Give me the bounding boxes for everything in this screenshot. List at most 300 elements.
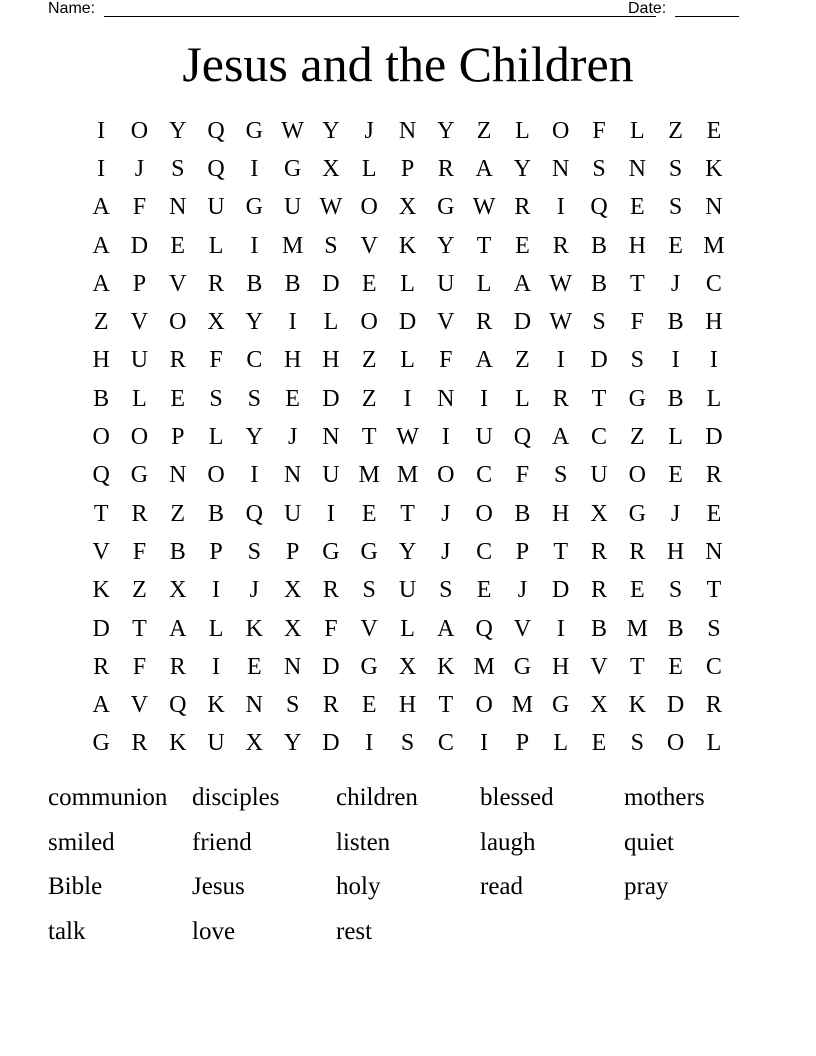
grid-letter: U [207,730,225,757]
grid-letter: X [283,615,302,642]
grid-letter: S [285,692,300,719]
grid-letter: A [475,347,493,374]
grid-letter: U [475,424,493,451]
grid-letter: L [706,385,722,412]
grid-letter: K [92,577,110,604]
grid-letter: N [322,424,340,451]
grid-letter: E [515,232,530,259]
grid-letter: B [208,500,225,527]
grid-letter: X [245,730,263,757]
grid-letter: A [92,194,110,221]
grid-letter: I [441,424,450,451]
grid-letter: H [322,347,340,374]
grid-letter: O [475,692,493,719]
word-list-item: Bible [48,873,103,901]
grid-letter: E [668,232,683,259]
grid-letter: G [552,692,570,719]
grid-letter: E [247,653,262,680]
grid-letter: D [666,692,685,719]
grid-letter: A [475,155,493,182]
grid-letter: L [208,232,224,259]
grid-letter: D [322,653,340,680]
grid-letter: L [400,270,415,297]
word-list-item: pray [624,873,669,901]
grid-letter: I [556,194,565,221]
grid-letter: F [324,615,338,642]
grid-letter: S [668,194,683,221]
grid-letter: U [322,462,340,489]
grid-letter: H [552,653,570,680]
grid-letter: G [322,538,340,565]
grid-letter: R [552,385,569,412]
grid-letter: L [208,424,224,451]
word-list-item: mothers [624,784,705,811]
grid-letter: S [400,730,415,757]
grid-letter: L [476,270,492,297]
grid-letter: T [476,232,492,259]
word-list-item: love [192,917,236,945]
grid-letter: D [322,270,340,297]
grid-letter: J [441,538,451,565]
grid-letter: O [666,730,685,757]
grid-letter: C [705,653,722,680]
grid-letter: L [208,615,224,642]
grid-letter: S [209,385,223,412]
grid-letter: S [630,347,644,374]
grid-letter: T [629,653,645,680]
grid-letter: N [169,194,187,221]
grid-letter: Q [245,500,263,527]
grid-letter: I [250,155,259,182]
grid-letter: R [131,500,148,527]
word-list-item: communion [48,784,168,811]
grid-letter: S [630,730,644,757]
word-list-item: quiet [624,828,674,856]
date-blank-line [675,0,739,17]
grid-letter: I [556,615,565,642]
grid-letter: R [169,347,186,374]
grid-letter: B [667,385,684,412]
grid-letter: R [629,538,646,565]
word-list-item: talk [48,917,86,945]
grid-letter: Y [322,117,340,144]
grid-letter: G [245,194,263,221]
grid-letter: X [283,577,302,604]
grid-letter: R [476,309,493,336]
grid-letter: G [360,538,378,565]
letter-grid [82,112,733,763]
grid-letter: F [439,347,453,374]
grid-letter: U [207,194,225,221]
word-list-item: smiled [48,828,115,856]
grid-letter: E [170,385,186,412]
grid-letter: J [670,500,681,527]
name-label: Name: [48,0,96,17]
grid-letter: V [590,653,608,680]
grid-letter: B [591,615,608,642]
grid-letter: O [92,424,110,451]
grid-letter: V [437,309,455,336]
grid-letter: Z [170,500,186,527]
grid-letter: Y [437,232,455,259]
grid-letter: I [365,730,374,757]
grid-letter: I [250,232,259,259]
grid-letter: K [628,692,646,719]
grid-letter: U [283,194,302,221]
grid-letter: Q [169,692,187,719]
grid-letter: C [705,270,722,297]
grid-letter: R [131,730,148,757]
grid-letter: N [283,653,302,680]
grid-letter: K [169,730,187,757]
grid-letter: I [480,385,489,412]
grid-letter: I [709,347,718,374]
grid-letter: S [247,538,262,565]
word-list-item: blessed [480,784,554,811]
grid-letter: V [130,309,149,336]
grid-letter: W [281,117,304,144]
grid-letter: X [322,155,340,182]
grid-letter: Z [361,385,377,412]
grid-letter: Z [93,309,109,336]
grid-letter: E [668,462,683,489]
grid-letter: O [207,462,225,489]
grid-letter: X [590,500,608,527]
grid-letter: G [130,462,149,489]
grid-letter: V [513,615,532,642]
grid-letter: Q [590,194,608,221]
grid-letter: K [245,615,263,642]
grid-letter: A [169,615,187,642]
grid-letter: Y [245,309,263,336]
grid-letter: P [209,538,223,565]
grid-letter: W [396,424,419,451]
grid-letter: M [358,462,380,489]
grid-letter: L [323,309,339,336]
grid-letter: L [668,424,683,451]
grid-letter: R [591,538,608,565]
grid-letter: H [283,347,302,374]
grid-letter: N [552,155,570,182]
grid-letter: D [552,577,570,604]
grid-letter: Z [515,347,530,374]
grid-letter: V [360,615,378,642]
grid-letter: B [591,232,608,259]
grid-letter: R [208,270,225,297]
grid-letter: E [361,692,377,719]
grid-letter: T [553,538,569,565]
grid-letter: R [93,653,110,680]
grid-letter: N [169,462,187,489]
grid-letter: R [437,155,454,182]
grid-letter: Q [475,615,493,642]
grid-letter: O [360,309,378,336]
grid-letter: G [628,500,646,527]
grid-letter: B [169,538,186,565]
grid-letter: O [552,117,570,144]
grid-letter: I [480,730,489,757]
word-list-item: disciples [192,784,280,811]
grid-letter: I [212,577,221,604]
grid-letter: I [556,347,565,374]
grid-letter: C [591,424,608,451]
grid-letter: M [511,692,534,719]
grid-letter: F [132,538,147,565]
grid-letter: N [398,117,417,144]
grid-letter: V [360,232,378,259]
grid-letter: M [703,232,725,259]
grid-letter: W [549,270,573,297]
grid-letter: R [169,653,186,680]
grid-letter: S [554,462,568,489]
grid-letter: M [473,653,495,680]
word-list-item: holy [336,873,381,901]
grid-letter: Y [169,117,187,144]
grid-letter: F [630,309,644,336]
grid-letter: F [209,347,223,374]
grid-letter: E [668,653,683,680]
grid-letter: W [549,309,573,336]
grid-letter: Y [513,155,532,182]
grid-letter: F [132,194,147,221]
grid-letter: F [132,653,147,680]
grid-letter: G [245,117,263,144]
grid-letter: E [591,730,607,757]
grid-letter: G [283,155,302,182]
grid-letter: E [629,577,645,604]
grid-letter: V [169,270,187,297]
grid-letter: Q [207,155,225,182]
grid-letter: F [515,462,530,489]
grid-letter: E [361,270,377,297]
grid-letter: X [398,653,417,680]
grid-letter: U [130,347,149,374]
word-list [48,778,768,956]
grid-letter: I [97,155,106,182]
grid-letter: D [322,730,340,757]
grid-letter: E [285,385,300,412]
grid-letter: X [169,577,187,604]
grid-letter: M [626,615,648,642]
grid-letter: R [705,692,722,719]
grid-letter: I [671,347,680,374]
grid-letter: B [667,309,684,336]
grid-letter: A [92,270,110,297]
grid-letter: A [92,232,110,259]
worksheet-header [48,0,748,20]
grid-letter: G [628,385,646,412]
grid-letter: P [132,270,147,297]
grid-letter: Z [132,577,147,604]
grid-letter: Y [437,117,455,144]
grid-letter: P [515,730,530,757]
grid-letter: R [705,462,722,489]
word-list-item: Jesus [192,873,245,901]
grid-letter: H [666,538,685,565]
grid-letter: T [438,692,454,719]
grid-letter: O [130,117,149,144]
grid-letter: D [705,424,723,451]
grid-letter: O [130,424,149,451]
grid-letter: X [398,194,417,221]
grid-letter: I [326,500,335,527]
grid-letter: Q [513,424,532,451]
grid-letter: L [515,117,530,144]
grid-letter: T [706,577,722,604]
grid-letter: L [706,730,722,757]
grid-letter: I [212,653,221,680]
grid-letter: N [437,385,455,412]
grid-letter: S [439,577,453,604]
grid-letter: H [628,232,646,259]
grid-letter: C [246,347,263,374]
grid-letter: K [207,692,225,719]
grid-letter: P [515,538,530,565]
grid-letter: F [592,117,606,144]
grid-letter: S [247,385,262,412]
grid-letter: S [707,615,721,642]
grid-letter: S [592,155,606,182]
grid-letter: R [591,577,608,604]
grid-letter: A [513,270,532,297]
grid-letter: Q [92,462,110,489]
grid-letter: B [591,270,608,297]
grid-letter: C [476,538,493,565]
grid-letter: L [629,117,645,144]
grid-letter: B [514,500,531,527]
grid-letter: T [132,615,147,642]
grid-letter: J [249,577,259,604]
grid-letter: H [398,692,417,719]
grid-letter: Z [668,117,683,144]
grid-letter: M [396,462,419,489]
grid-letter: I [288,309,297,336]
grid-letter: O [169,309,187,336]
grid-letter: H [705,309,723,336]
grid-letter: T [591,385,607,412]
grid-letter: D [92,615,110,642]
grid-letter: A [437,615,455,642]
grid-letter: D [322,385,340,412]
grid-letter: H [92,347,110,374]
grid-letter: E [706,500,722,527]
grid-letter: U [398,577,417,604]
grid-letter: C [476,462,493,489]
grid-letter: I [250,462,259,489]
grid-letter: A [92,692,110,719]
word-list-item: listen [336,828,391,856]
grid-letter: E [361,500,377,527]
word-list-item: children [336,784,418,811]
grid-letter: D [590,347,608,374]
grid-letter: Q [207,117,225,144]
grid-letter: R [552,232,569,259]
grid-letter: N [705,194,723,221]
grid-letter: T [93,500,109,527]
grid-letter: L [400,347,415,374]
grid-letter: S [668,577,683,604]
grid-letter: V [92,538,110,565]
grid-letter: J [517,577,528,604]
page-title: Jesus and the Children [182,36,634,92]
grid-letter: C [437,730,454,757]
grid-letter: W [472,194,496,221]
grid-letter: R [322,692,339,719]
grid-letter: N [245,692,263,719]
name-blank-line [104,0,656,17]
grid-letter: S [362,577,376,604]
grid-letter: Z [629,424,645,451]
grid-letter: E [629,194,645,221]
grid-letter: S [668,155,683,182]
grid-letter: N [283,462,302,489]
grid-letter: A [552,424,570,451]
grid-letter: S [592,309,606,336]
grid-letter: E [170,232,186,259]
grid-letter: X [590,692,608,719]
grid-letter: X [207,309,225,336]
grid-letter: B [93,385,110,412]
grid-letter: G [437,194,455,221]
grid-letter: S [324,232,338,259]
grid-letter: Y [398,538,417,565]
word-list-item: read [480,873,524,901]
grid-letter: Z [361,347,377,374]
grid-letter: E [476,577,492,604]
grid-letter: P [285,538,300,565]
grid-letter: J [670,270,681,297]
grid-letter: Y [245,424,263,451]
grid-letter: J [364,117,374,144]
grid-letter: J [134,155,145,182]
grid-letter: L [515,385,530,412]
grid-letter: N [628,155,646,182]
grid-letter: B [667,615,684,642]
grid-letter: J [441,500,451,527]
grid-letter: R [322,577,339,604]
grid-letter: U [437,270,455,297]
grid-letter: J [287,424,298,451]
grid-letter: S [171,155,185,182]
grid-letter: I [403,385,412,412]
grid-letter: V [130,692,149,719]
grid-letter: K [705,155,723,182]
grid-letter: P [400,155,415,182]
grid-letter: G [513,653,532,680]
grid-letter: G [360,653,378,680]
grid-letter: L [361,155,377,182]
grid-letter: O [475,500,493,527]
grid-letter: T [629,270,645,297]
grid-letter: G [92,730,110,757]
grid-letter: T [400,500,415,527]
grid-letter: E [706,117,722,144]
grid-letter: B [284,270,301,297]
grid-letter: B [246,270,263,297]
grid-letter: K [398,232,417,259]
grid-letter: U [590,462,608,489]
grid-letter: R [514,194,531,221]
grid-letter: D [130,232,149,259]
grid-letter: H [552,500,570,527]
grid-letter: I [97,117,106,144]
word-list-item: friend [192,828,252,856]
word-list-item: rest [336,917,373,945]
grid-letter: L [400,615,415,642]
grid-letter: Z [476,117,492,144]
grid-letter: O [437,462,455,489]
word-list-item: laugh [480,828,536,856]
